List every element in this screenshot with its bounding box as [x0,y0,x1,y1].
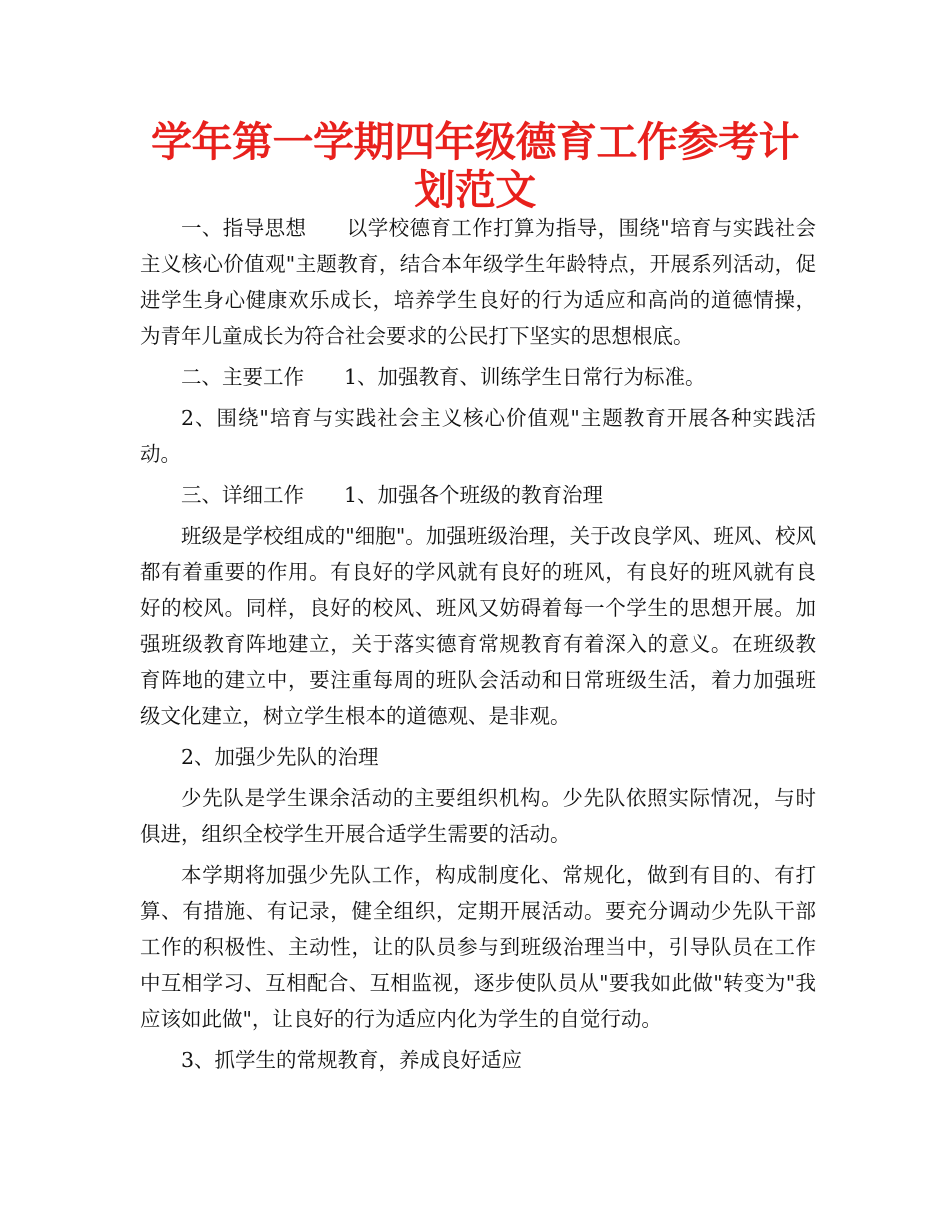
paragraph-detailed-work [140,477,816,513]
paragraph [140,780,816,852]
paragraph-guiding-thought [140,210,816,354]
paragraph [140,857,816,1037]
document-body [140,210,816,1083]
paragraph-text: 2、围绕"培育与实践社会主义核心价值观"主题教育开展各种实践活动。 [140,406,816,466]
section-heading: 一、指导思想 [181,216,307,240]
paragraph-text: 以学校德育工作打算为指导，围绕"培育与实践社会主义核心价值观"主题教育，结合本年级学生年龄特点，开展系列活动，促进学生身心健康欢乐成长，培养学生良好的行为适应和高尚的道德情操，为青年儿童成长为符合社会要求的公民打下坚实的思想根底。 [140,216,817,348]
paragraph-text: 1、加强教育、训练学生日常行为标准。 [344,365,706,389]
paragraph-text: 1、加强各个班级的教育治理 [344,483,604,507]
paragraph-text: 班级是学校组成的"细胞"。加强班级治理，关于改良学风、班风、校风都有着重要的作用。有良好的学风就有良好的班风，有良好的班风就有良好的校风。同样，良好的校风、班风又妨碍着每一个学生的思想开展。加强班级教育阵地建立，关于落实德育常规教育有着深入的意义。在班级教育阵地的建立中，要注重每周的班队会活动和日常班级生活，着力加强班级文化建立，树立学生根本的道德观、是非观。 [140,524,816,728]
paragraph-main-work [140,359,816,395]
paragraph-text: 3、抓学生的常规教育，养成良好适应 [181,1048,523,1072]
section-heading: 三、详细工作 [181,483,304,507]
paragraph [140,518,816,734]
paragraph-text: 2、加强少先队的治理 [181,745,379,769]
paragraph [140,1042,816,1078]
paragraph [140,400,816,472]
paragraph [140,739,816,775]
paragraph-text: 少先队是学生课余活动的主要组织机构。少先队依照实际情况，与时俱进，组织全校学生开展合适学生需要的活动。 [140,786,816,846]
document-title: 学年第一学期四年级德育工作参考计划范文 [151,118,799,214]
paragraph-text: 本学期将加强少先队工作，构成制度化、常规化，做到有目的、有打算、有措施、有记录，健全组织，定期开展活动。要充分调动少先队干部工作的积极性、主动性，让的队员参与到班级治理当中，引导队员在工作中互相学习、互相配合、互相监视，逐步使队员从"要我如此做"转变为"我应该如此做"，让良好的行为适应内化为学生的自觉行动。 [140,863,816,1031]
section-heading: 二、主要工作 [181,365,304,389]
